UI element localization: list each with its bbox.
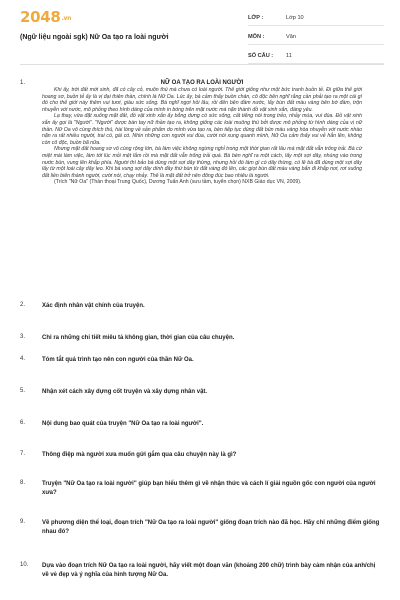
meta-row-subject [248,29,384,45]
passage-source: (Trích "Nữ Oa" (Thần thoại Trung Quốc), Dương Tuấn Anh (sưu tầm, tuyển chọn) NXB Giáo dục VN, 2009). [54,179,302,186]
meta-value: Văn [286,33,296,40]
question-number: 5. [20,388,26,394]
question-text: Nội dung bao quát của truyện "Nữ Oa tạo ra loài người". [42,421,204,427]
meta-box [248,10,384,67]
passage-paragraph: Nhưng mặt đất hoang sơ vô cùng rộng lớn, bà làm việc không ngừng nghỉ trong một thời gian rất lâu mà mặt đất vẫn trống trải. Bà cứ miệt mài làm việc, làm tới lúc mỏi mệt lắm rồi mà mặt đất vẫn trống trải quá. Bà bèn nghĩ ra một cách, lấy một sợi dây, nhúng vào trong nước bùn, vung lên khắp phía. Người thì bảo bà dùng một sợi dây thừng, nhưng hồi đó làm gì có dây thừng, có lẽ bà đã dùng một sợi dây lấy từ một loài cây dây leo. Khi bà vung sợi dây dính đầy thứ bùn từ đất vàng đó lên, các giọt bùn đất màu vàng bắn đi khắp nơi, rơi xuống đất liền biến thành người, cười nói, chạy nhảy. Thế là mặt đất trở nên đông đúc bao nhiêu là người. [42,146,362,179]
question-number: 6. [20,420,26,426]
question-number: 2. [20,302,26,308]
question-text: Nhận xét cách xây dựng cốt truyện và xây dựng nhân vật. [42,389,208,395]
meta-value: Lớp 10 [286,14,304,21]
passage-paragraph: Lạ thay, vừa đặt xuống mặt đất, đồ vật xinh xắn ấy bỗng dưng có sức sống, cất tiếng nói trong trẻo, nhảy múa, vui đùa. Đồ vật xinh xắn ấy gọi là "Người". "Người" được bàn tay nữ thần tạo ra, không giống các loài muông thú bởi được mô phỏng từ hình dáng của vị nữ thần. Nữ Oa vô cùng thích thú, hài lòng về sản phẩm do mình vừa tạo ra, bèn tiếp tục dùng đất bùn màu vàng hòa nhuyễn với nước nhào nặn ra rất nhiều người, trai có, gái có. Nhìn những con người vui đùa, cười nói xung quanh mình, Nữ Oa cảm thấy vui vẻ hẳn lên, không còn cô độc, buồn bã nữa. [42,113,362,146]
meta-row-count [248,48,384,64]
document-title: (Ngữ liệu ngoài sgk) Nữ Oa tạo ra loài người [20,34,169,41]
question-text: Tóm tắt quá trình tạo nên con người của thần Nữ Oa. [42,357,194,363]
meta-value: 11 [286,52,292,59]
question-number: 8. [20,480,26,486]
meta-label: SỐ CÂU : [248,52,274,59]
question-number: 7. [20,451,26,457]
question-text: Chỉ ra những chi tiết miêu tả không gian, thời gian của câu chuyện. [42,335,235,341]
header-divider [20,64,384,65]
question-number: 9. [20,519,26,525]
question-number: 3. [20,334,26,340]
passage-title: NỮ OA TẠO RA LOÀI NGƯỜI [160,80,244,86]
site-logo[interactable] [20,8,71,26]
meta-label: MÔN : [248,33,265,40]
question-text: Truyện "Nữ Oa tạo ra loài người" giúp bạn hiểu thêm gì về nhận thức và cách lí giải nguồn gốc con người của người xưa? [42,481,376,496]
meta-label: LỚP : [248,14,264,21]
question-text: Thông điệp mà người xưa muốn gửi gắm qua câu chuyện này là gì? [42,452,237,458]
question-number: 10. [20,562,29,568]
question-text: Dựa vào đoạn trích Nữ Oa tạo ra loài người, hãy viết một đoạn văn (khoảng 200 chữ) trình bày cảm nhận của anh/chị về vẻ đẹp và ý nghĩa của hình tượng Nữ Oa. [42,563,376,578]
logo-suffix: .vn [61,15,72,22]
reading-passage [42,80,362,186]
logo-text: 2048 [20,8,61,26]
question-text: Về phương diện thể loại, đoạn trích "Nữ Oa tạo ra loài người" giống đoạn trích nào đã học. Hãy chỉ những điểm giống nhau đó? [42,520,380,535]
question-text: Xác định nhân vật chính của truyện. [42,303,145,309]
question-number: 1. [20,80,26,86]
meta-row-class [248,10,384,26]
page-header [0,0,400,62]
passage-paragraph: Khi ấy, trời đất mới sinh, đã có cây cỏ, muôn thú mà chưa có loài người. Thế giới giống như một bức tranh buồn tẻ. Đi giữa thế giới hoang sơ, buồn tẻ ấy là vị đại thiên thần, chính là Nữ Oa. Lúc ấy, bà cảm thấy buồn chán, cô độc bên nghĩ rằng cần phải tạo ra một cái gì đó cho thế giới này thêm vui tươi, giàu sức sống. Bà nghĩ ngợi hồi lâu, rồi đến bên đầm nước, lấy bùn đất màu vàng bên bờ đầm, trộn nhuyễn với nước, mô phỏng theo hình dáng của mình in bóng trên mặt nước mà nặn thành đồ vật xinh xắn, đáng yêu. [42,87,362,113]
question-number: 4. [20,356,26,362]
